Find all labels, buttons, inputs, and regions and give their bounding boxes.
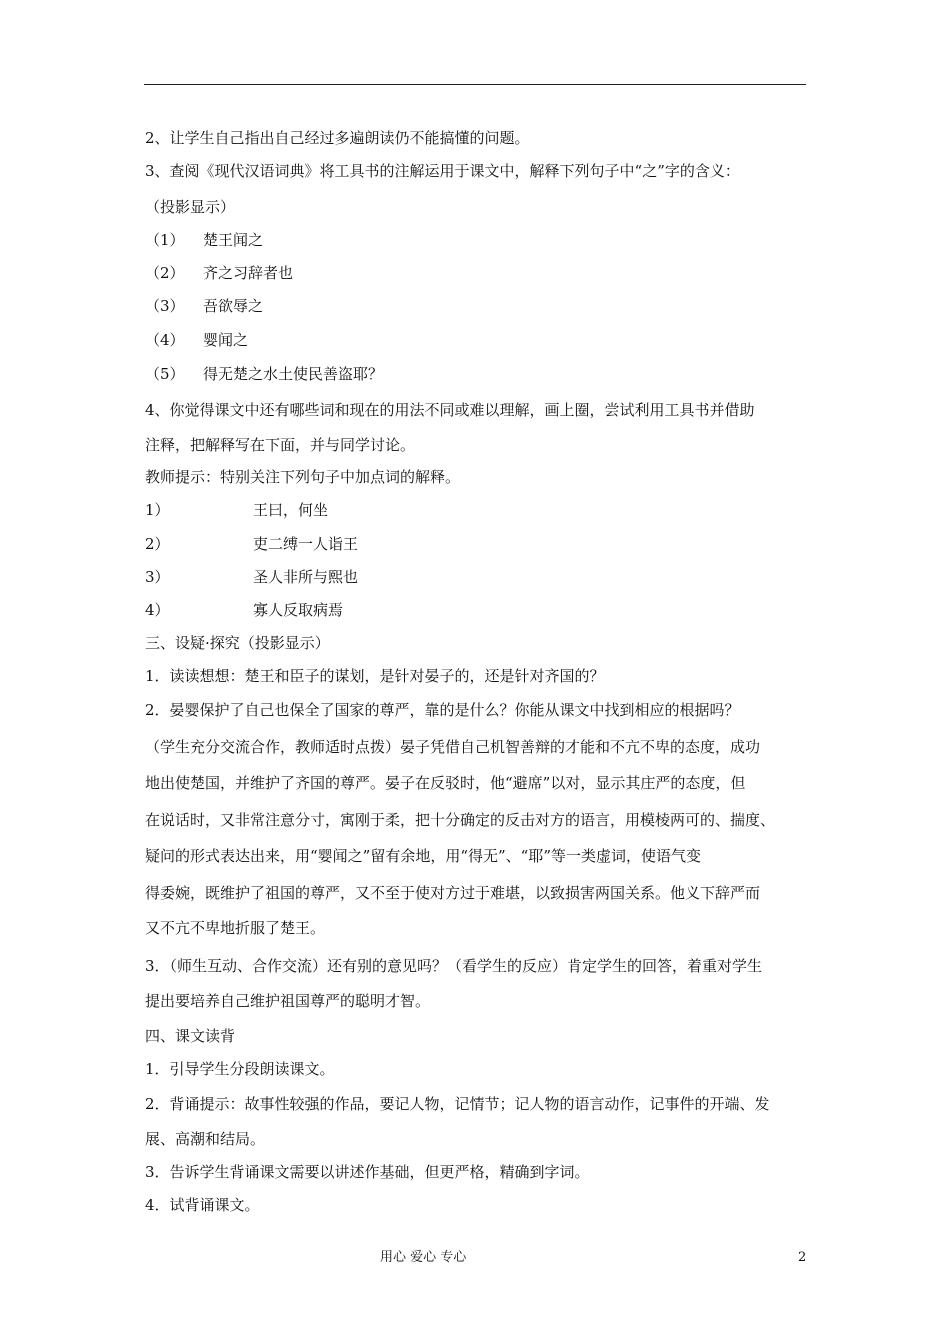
- list-item: [145, 600, 343, 620]
- footer-slogan: 用心 爱心 专心: [380, 1250, 467, 1265]
- paragraph-line: （投影显示）: [145, 198, 236, 216]
- item-number: （4）: [145, 331, 185, 349]
- item-text: 得无楚之水土使民善盗耶？: [203, 365, 384, 383]
- question: 2．晏婴保护了自己也保全了国家的尊严，靠的是什么？你能从课文中找到相应的根据吗？: [145, 701, 740, 719]
- question: 1．读读想想：楚王和臣子的谋划，是针对晏子的，还是针对齐国的？: [145, 667, 605, 685]
- item-number: （3）: [145, 297, 185, 315]
- paragraph-line: 3、查阅《现代汉语词典》将工具书的注解运用于课文中，解释下列句子中“之”字的含义：: [145, 162, 740, 180]
- list-item: [145, 534, 358, 554]
- list-item: [145, 296, 263, 316]
- section-heading: 四、课文读背: [145, 1027, 236, 1045]
- item-text: 楚王闻之: [203, 231, 264, 249]
- answer-line: 疑问的形式表达出来，用“婴闻之”留有余地，用“得无”、“耶”等一类虚词，使语气变: [145, 847, 702, 865]
- item-number: 1）: [145, 501, 170, 519]
- item-number: 2）: [145, 535, 170, 553]
- item-number: 4）: [145, 601, 170, 619]
- list-item: 1．引导学生分段朗读课文。: [145, 1060, 335, 1078]
- answer-line: 在说话时，又非常注意分寸，寓刚于柔，把十分确定的反击对方的语言，用模棱两可的、揣度、: [145, 811, 776, 829]
- item-text: 吏二缚一人诣王: [253, 535, 359, 553]
- item-number: （5）: [145, 365, 185, 383]
- answer-line: （学生充分交流合作，教师适时点拨）晏子凭借自己机智善辩的才能和不亢不卑的态度，成功: [145, 738, 761, 756]
- list-item: [145, 567, 358, 587]
- list-item: [145, 230, 263, 250]
- list-item: 4．试背诵课文。: [145, 1196, 260, 1214]
- page-number: 2: [798, 1250, 807, 1265]
- item-text: 吾欲辱之: [203, 297, 264, 315]
- list-item: 3．告诉学生背诵课文需要以讲述作基础，但更严格，精确到字词。: [145, 1163, 590, 1181]
- list-item: [145, 364, 383, 384]
- paragraph-line: 2、让学生自己指出自己经过多遍朗读仍不能搞懂的问题。: [145, 129, 530, 147]
- list-item: [145, 500, 328, 520]
- item-number: （2）: [145, 264, 185, 282]
- list-item: 展、高潮和结局。: [145, 1130, 266, 1148]
- section-heading: 三、设疑·探究（投影显示）: [145, 634, 330, 652]
- list-item: 2．背诵提示：故事性较强的作品，要记人物，记情节；记人物的语言动作，记事件的开端、发: [145, 1095, 770, 1113]
- teacher-hint: 教师提示：特别关注下列句子中加点词的解释。: [145, 468, 461, 486]
- item-text: 王曰，何坐: [253, 501, 329, 519]
- list-item: [145, 330, 248, 350]
- item-text: 齐之习辞者也: [203, 264, 294, 282]
- question: 提出要培养自己维护祖国尊严的聪明才智。: [145, 992, 431, 1010]
- paragraph-line: 4、你觉得课文中还有哪些词和现在的用法不同或难以理解，画上圈，尝试利用工具书并借助: [145, 401, 755, 419]
- question: 3．（师生互动、合作交流）还有别的意见吗？（看学生的反应）肯定学生的回答，着重对学生: [145, 957, 763, 975]
- answer-line: 又不亢不卑地折服了楚王。: [145, 919, 326, 937]
- item-number: 3）: [145, 568, 170, 586]
- list-item: [145, 263, 293, 283]
- header-rule: [144, 84, 806, 85]
- paragraph-line: 注释，把解释写在下面，并与同学讨论。: [145, 436, 416, 454]
- item-text: 圣人非所与熙也: [253, 568, 359, 586]
- answer-line: 得委婉，既维护了祖国的尊严，又不至于使对方过于难堪，以致损害两国关系。他义下辞严而: [145, 884, 761, 902]
- item-text: 寡人反取病焉: [253, 601, 344, 619]
- item-text: 婴闻之: [203, 331, 249, 349]
- answer-line: 地出使楚国，并维护了齐国的尊严。晏子在反驳时，他“避席”以对，显示其庄严的态度，但: [145, 774, 746, 792]
- item-number: （1）: [145, 231, 185, 249]
